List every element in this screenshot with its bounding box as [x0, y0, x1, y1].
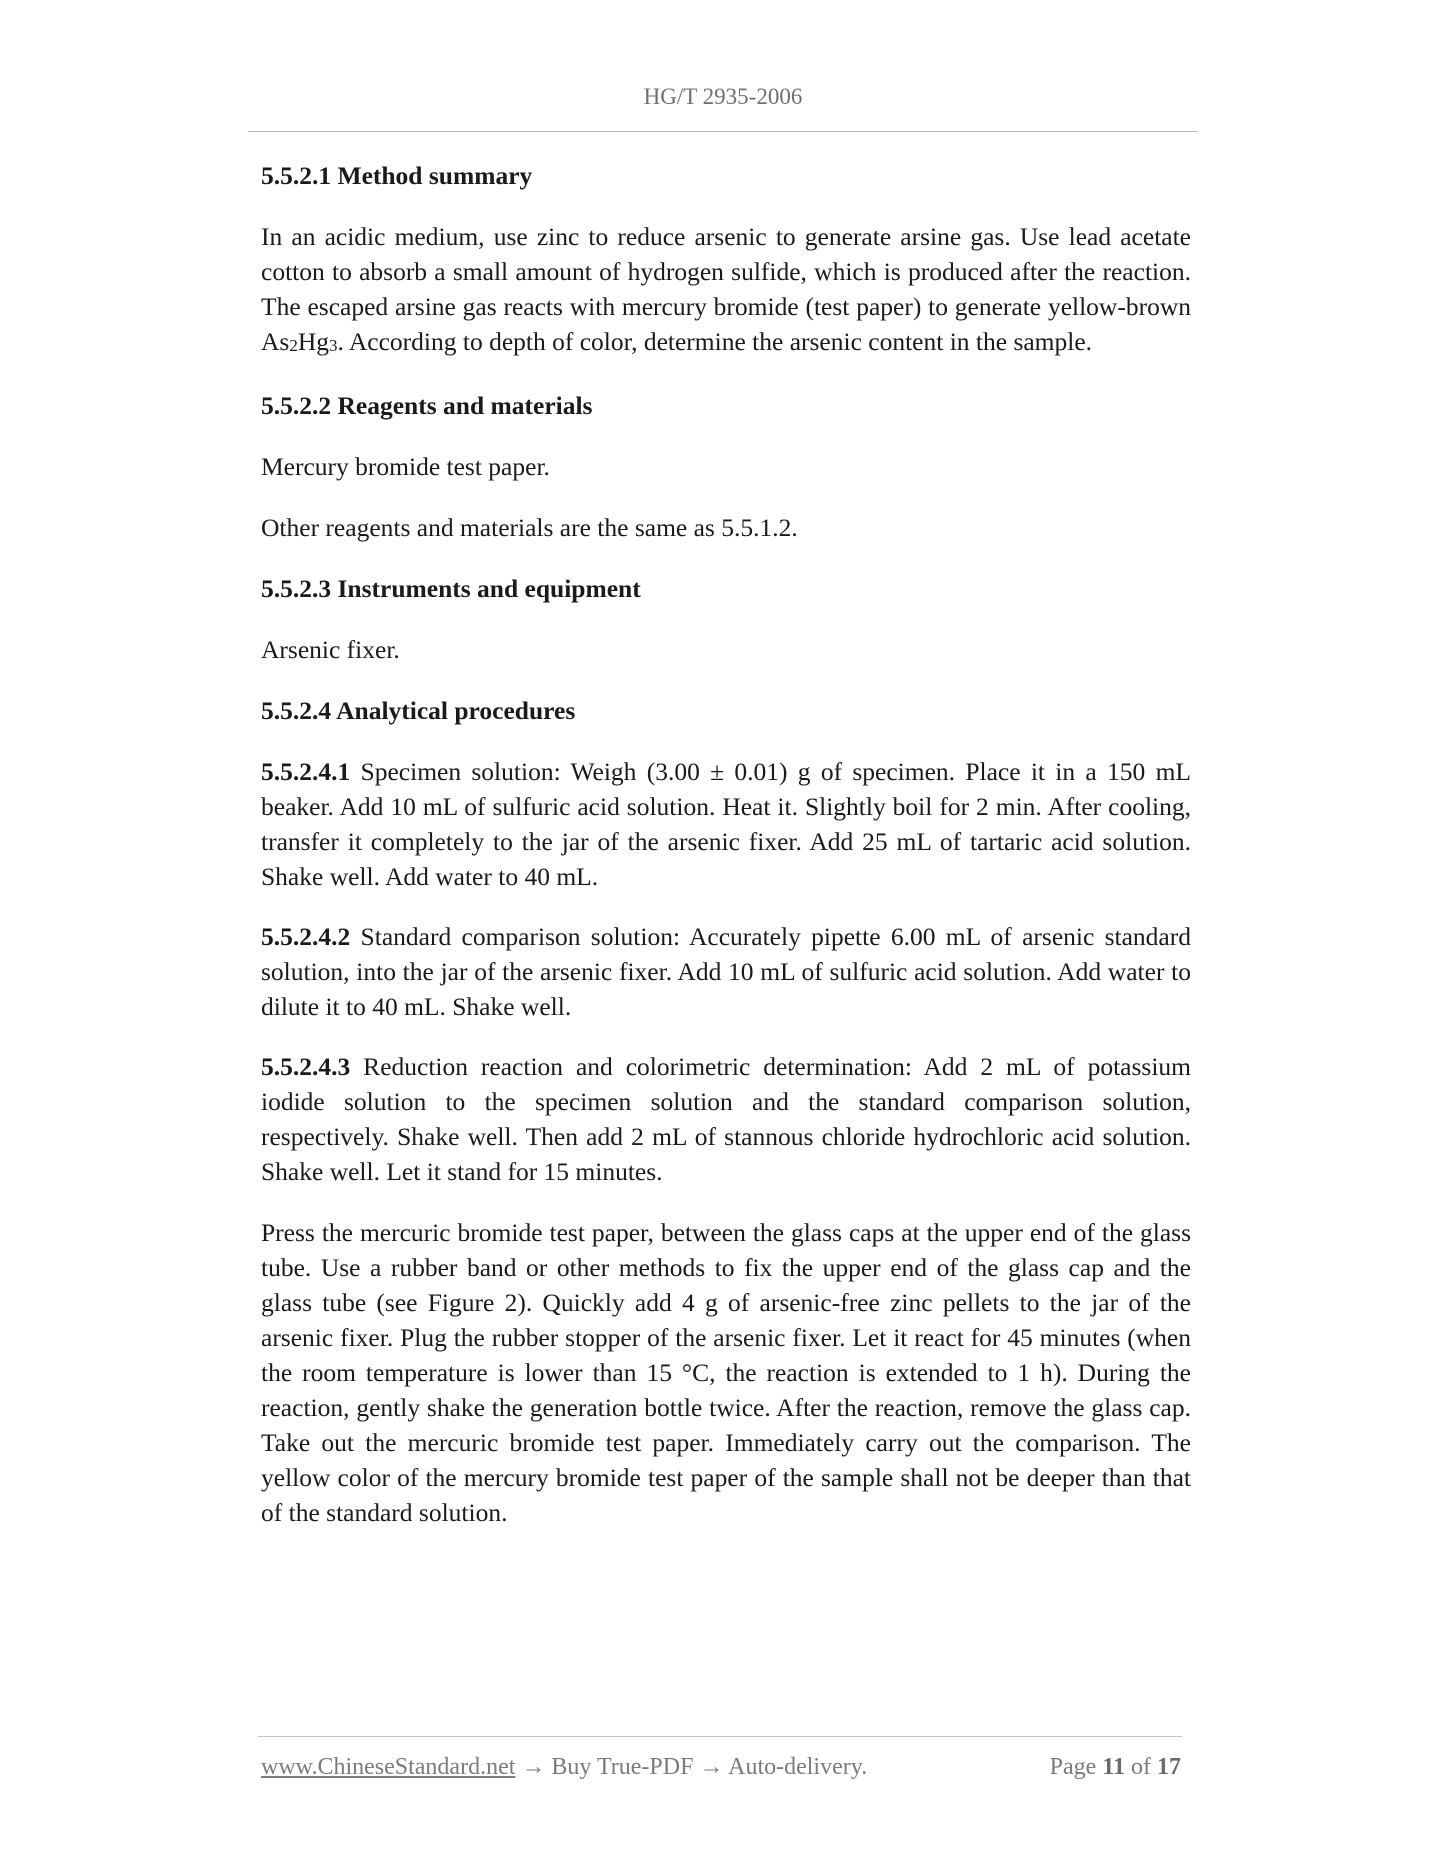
section-heading-method-summary: 5.5.2.1 Method summary: [261, 161, 533, 190]
page-footer: [261, 1754, 1181, 1781]
procedure-paragraph-2: [261, 919, 1191, 1024]
page-body: [261, 158, 1191, 1530]
formula-hg-subscript: 3: [329, 336, 338, 355]
procedure-paragraph-3: [261, 1049, 1191, 1189]
reagents-paragraph-1: Mercury bromide test paper.: [261, 452, 550, 481]
clause-number-1: 5.5.2.4.1: [261, 757, 351, 786]
procedure-text-2: Standard comparison solution: Accurately pipette 6.00 mL of arsenic standard solution, into the jar of the arsenic fixer. Add 10 mL of sulfuric acid solution. Add water to dilute it to 40 mL. Shake well.: [261, 922, 1191, 1021]
formula-as-subscript: 2: [289, 336, 298, 355]
method-summary-paragraph: [261, 219, 1191, 362]
section-heading-procedures: 5.5.2.4 Analytical procedures: [261, 696, 576, 725]
formula-as: As: [261, 327, 290, 356]
formula-hg: Hg: [297, 327, 330, 356]
clause-number-3: 5.5.2.4.3: [261, 1052, 351, 1081]
procedure-text-3: Reduction reaction and colorimetric determination: Add 2 mL of potassium iodide solution to the specimen solution and the standard comparison solution, respectively. Shake well. Then add 2 mL of stannous chloride hydrochloric acid solution. Shake well. Let it stand for 15 minutes.: [261, 1052, 1191, 1186]
page-indicator: [1050, 1754, 1181, 1781]
method-summary-text-2: . According to depth of color, determine the arsenic content in the sample.: [337, 327, 1093, 356]
page-label: Page: [1049, 1754, 1103, 1780]
procedure-text-1: Specimen solution: Weigh (3.00 ± 0.01) g of specimen. Place it in a 150 mL beaker. Add 10 mL of sulfuric acid solution. Heat it. Slightly boil for 2 min. After cooling, transfer it completely to the jar of the arsenic fixer. Add 25 mL of tartaric acid solution. Shake well. Add water to 40 mL.: [261, 757, 1191, 891]
clause-number-2: 5.5.2.4.2: [261, 922, 351, 951]
procedure-paragraph-4: Press the mercuric bromide test paper, between the glass caps at the upper end of the glass tube. Use a rubber band or other methods to fix the upper end of the glass cap and the glass tube (see Figure 2). Quickly add 4 g of arsenic-free zinc pellets to the jar of the arsenic fixer. Plug the rubber stopper of the arsenic fixer. Let it react for 45 minutes (when the room temperature is lower than 15 °C, the reaction is extended to 1 h). During the reaction, gently shake the generation bottle twice. After the reaction, remove the glass cap. Take out the mercuric bromide test paper. Immediately carry out the comparison. The yellow color of the mercury bromide test paper of the sample shall not be deeper than that of the standard solution.: [261, 1218, 1191, 1527]
page-number: 11: [1102, 1754, 1125, 1780]
method-summary-text-1: In an acidic medium, use zinc to reduce arsenic to generate arsine gas. Use lead acetate cotton to absorb a small amount of hydrogen sulfide, which is produced after the reaction. The escaped arsine gas reacts with mercury bromide (test paper) to generate yellow-brown: [261, 222, 1191, 321]
section-heading-instruments: 5.5.2.3 Instruments and equipment: [261, 574, 641, 603]
footer-tagline: → Buy True-PDF → Auto-delivery.: [515, 1754, 868, 1780]
procedure-paragraph-1: [261, 754, 1191, 894]
footer-site-link[interactable]: www.ChineseStandard.net: [261, 1754, 516, 1780]
header-divider: [248, 131, 1198, 132]
of-label: of: [1125, 1754, 1157, 1780]
page-total: 17: [1157, 1754, 1181, 1780]
reagents-paragraph-2: Other reagents and materials are the same as 5.5.1.2.: [261, 513, 798, 542]
running-header: HG/T 2935-2006: [643, 84, 803, 109]
footer-divider: [258, 1736, 1182, 1737]
instruments-paragraph: Arsenic fixer.: [261, 635, 400, 664]
section-heading-reagents: 5.5.2.2 Reagents and materials: [261, 391, 593, 420]
